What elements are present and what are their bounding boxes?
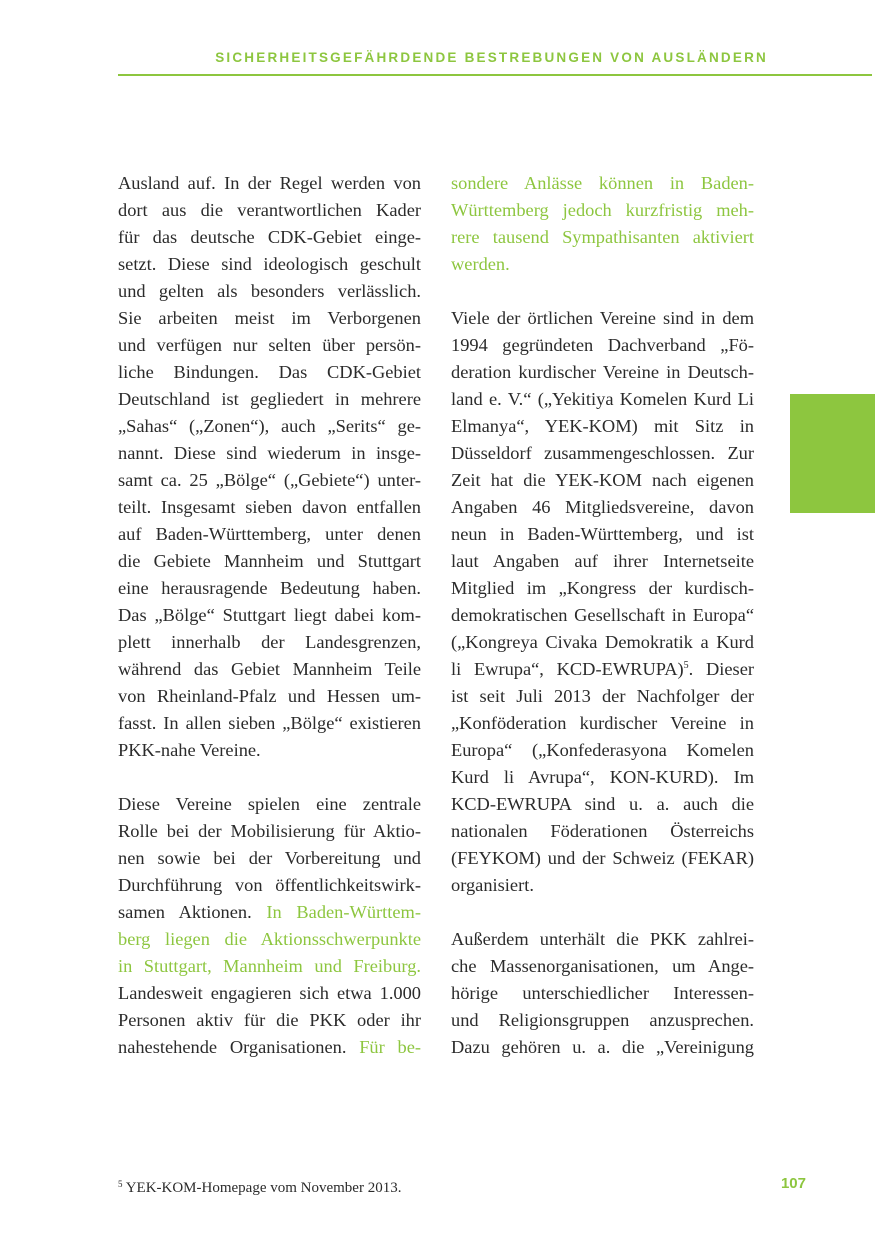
left-paragraph-1 — [118, 170, 421, 764]
highlighted-text-line: berg liegen die Aktionsschwerpunkte — [118, 929, 421, 949]
text-line: werden. — [451, 254, 510, 274]
footnote-text: YEK-KOM-Homepage vom November 2013. — [122, 1180, 402, 1196]
text-line: nen sowie bei der Vorbereitung und — [118, 848, 421, 868]
text-line: 1994 gegründeten Dachverband „Fö- — [451, 335, 754, 355]
header-divider — [118, 74, 872, 76]
footnote-reference[interactable]: 5 — [683, 660, 689, 671]
highlighted-text: Für be- — [359, 1037, 421, 1057]
right-column — [451, 170, 754, 1088]
text-line: Kurd li Avrupa“, KON-KURD). Im — [451, 767, 754, 787]
text-line: Rolle bei der Mobilisierung für Aktio- — [118, 821, 421, 841]
text-line: Durchführung von öffentlichkeitswirk- — [118, 875, 421, 895]
text-line: samt ca. 25 „Bölge“ („Gebiete“) unter- — [118, 470, 421, 490]
text-line: Deutschland ist gegliedert in mehrere — [118, 389, 421, 409]
highlighted-text-line: in Stuttgart, Mannheim und Freiburg. — [118, 956, 421, 976]
running-header: SICHERHEITSGEFÄHRDENDE BESTREBUNGEN VON AUSLÄNDERN — [215, 50, 768, 65]
text-line: Das „Bölge“ Stuttgart liegt dabei kom- — [118, 605, 421, 625]
text-line: Württemberg jedoch kurzfristig meh- — [451, 200, 754, 220]
footnote — [118, 1174, 401, 1198]
text-line: KCD-EWRUPA sind u. a. auch die — [451, 794, 754, 814]
text-line: Angaben 46 Mitgliedsvereine, davon — [451, 497, 754, 517]
text-line: Ausland auf. In der Regel werden von — [118, 173, 421, 193]
chapter-tab-marker — [790, 394, 875, 513]
text-line: Außerdem unterhält die PKK zahlrei- — [451, 929, 754, 949]
text-line: (FEYKOM) und der Schweiz (FEKAR) — [451, 848, 754, 868]
text-line: und Religionsgruppen anzusprechen. — [451, 1010, 754, 1030]
text-line: neun in Baden-Württemberg, und ist — [451, 524, 754, 544]
text-line: von Rheinland-Pfalz und Hessen um- — [118, 686, 421, 706]
text-line: deration kurdischer Vereine in Deutsch- — [451, 362, 754, 382]
text-line — [118, 899, 421, 926]
text-run: . Dieser — [688, 659, 754, 679]
right-paragraph-2 — [451, 305, 754, 899]
text-line: liche Bindungen. Das CDK-Gebiet — [118, 362, 421, 382]
text-line: Elmanya“, YEK-KOM) mit Sitz in — [451, 416, 754, 436]
text-run: samen Aktionen. — [118, 902, 267, 922]
text-line: hörige unterschiedlicher Interessen- — [451, 983, 754, 1003]
text-line: Sie arbeiten meist im Verborgenen — [118, 308, 421, 328]
text-line: Personen aktiv für die PKK oder ihr — [118, 1010, 421, 1030]
highlighted-text: In Baden-Württem- — [266, 902, 421, 922]
text-line: Düsseldorf zusammengeschlossen. Zur — [451, 443, 754, 463]
text-line: nationalen Föderationen Österreichs — [451, 821, 754, 841]
text-line-with-footnote — [451, 656, 754, 683]
text-line: teilt. Insgesamt sieben davon entfallen — [118, 497, 421, 517]
text-run: nahestehende Organisationen. — [118, 1037, 360, 1057]
text-line: Europa“ („Konfederasyona Komelen — [451, 740, 754, 760]
text-line: organisiert. — [451, 875, 534, 895]
left-column — [118, 170, 421, 1088]
text-line: PKK-nahe Vereine. — [118, 740, 261, 760]
text-line: auf Baden-Württemberg, unter denen — [118, 524, 421, 544]
footnote-mark: 5 — [118, 1179, 123, 1189]
text-line: Viele der örtlichen Vereine sind in dem — [451, 308, 754, 328]
left-paragraph-2 — [118, 791, 421, 1061]
text-line: Dazu gehören u. a. die „Vereinigung — [451, 1037, 754, 1057]
text-line: setzt. Diese sind ideologisch geschult — [118, 254, 421, 274]
text-line: plett innerhalb der Landesgrenzen, — [118, 632, 421, 652]
text-line: eine herausragende Bedeutung haben. — [118, 578, 421, 598]
text-line: laut Angaben auf ihrer Internetseite — [451, 551, 754, 571]
text-line: nannt. Diese sind wiederum in insge- — [118, 443, 421, 463]
text-line: Zeit hat die YEK-KOM nach eigenen — [451, 470, 754, 490]
text-line: Diese Vereine spielen eine zentrale — [118, 794, 421, 814]
text-line: demokratischen Gesellschaft in Europa“ — [451, 605, 754, 625]
text-line: sondere Anlässe können in Baden- — [451, 173, 754, 193]
text-line: „Sahas“ („Zonen“), auch „Serits“ ge- — [118, 416, 421, 436]
text-line: dort aus die verantwortlichen Kader — [118, 200, 421, 220]
text-line: („Kongreya Civaka Demokratik a Kurd — [451, 632, 754, 652]
text-line: ist seit Juli 2013 der Nachfolger der — [451, 686, 754, 706]
right-paragraph-1-highlighted — [451, 170, 754, 278]
text-line: die Gebiete Mannheim und Stuttgart — [118, 551, 421, 571]
text-line: rere tausend Sympathisanten aktiviert — [451, 227, 754, 247]
text-line: fasst. In allen sieben „Bölge“ existieren — [118, 713, 421, 733]
right-paragraph-3 — [451, 926, 754, 1061]
text-line — [118, 1034, 421, 1061]
text-line: che Massenorganisationen, um Ange- — [451, 956, 754, 976]
text-line: Mitglied im „Kongress der kurdisch- — [451, 578, 754, 598]
text-line: Landesweit engagieren sich etwa 1.000 — [118, 983, 421, 1003]
text-line: für das deutsche CDK-Gebiet einge- — [118, 227, 421, 247]
text-line: während das Gebiet Mannheim Teile — [118, 659, 421, 679]
text-line: und gelten als besonders verlässlich. — [118, 281, 421, 301]
text-line: und verfügen nur selten über persön- — [118, 335, 421, 355]
page-number: 107 — [780, 1175, 806, 1192]
text-run: li Ewrupa“, KCD-EWRUPA) — [451, 659, 684, 679]
text-line: „Konföderation kurdischer Vereine in — [451, 713, 754, 733]
text-line: land e. V.“ („Yekitiya Komelen Kurd Li — [451, 389, 754, 409]
